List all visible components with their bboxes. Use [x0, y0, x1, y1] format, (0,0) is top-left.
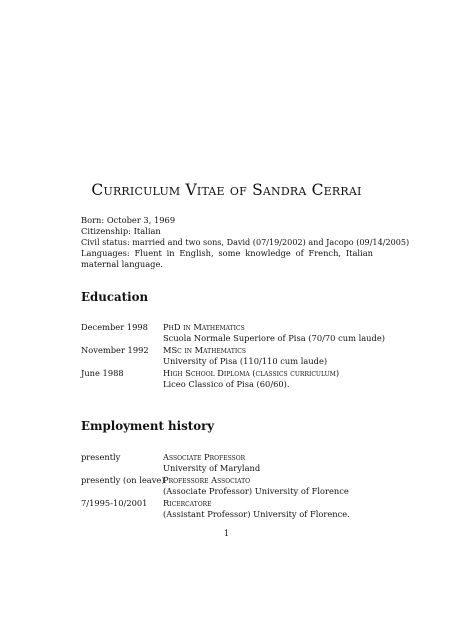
civil-status-line: Civil status: married and two sons, David (07/19/2002) and Jacopo (09/14/2005) [81, 236, 410, 247]
employment-list [81, 452, 381, 520]
entry-date: December 1998 [81, 322, 148, 332]
entry-date: presently (on leave) [81, 474, 165, 485]
degree-title: High School Diploma (classics curriculum) [163, 367, 340, 378]
education-entry [81, 345, 381, 368]
entry-date: presently [81, 452, 121, 462]
institution: University of Maryland [163, 463, 261, 474]
education-heading: Education [81, 290, 149, 304]
institution: Liceo Classico of Pisa (60/60). [163, 379, 290, 390]
born-line: Born: October 3, 1969 [81, 215, 176, 225]
entry-date: 7/1995-10/2001 [81, 497, 148, 508]
employment-entry [81, 498, 381, 521]
position-title: Professore Associato [163, 474, 251, 485]
degree-title: PhD in Mathematics [163, 322, 245, 332]
position-title: Ricercatore [163, 497, 212, 508]
citizenship-line: Citizenship: Italian [81, 225, 161, 236]
entry-detail [163, 345, 381, 368]
education-list [81, 322, 385, 390]
institution: Scuola Normale Superiore of Pisa (70/70 cum laude) [163, 333, 385, 344]
entry-detail [163, 475, 381, 498]
languages-line: Languages: Fluent in English, some knowledge of French, Italian maternal language. [81, 247, 373, 269]
entry-detail [163, 498, 381, 521]
entry-detail [163, 368, 381, 391]
education-entry [81, 368, 381, 391]
entry-detail [163, 322, 385, 345]
employment-entry [81, 475, 381, 498]
education-entry [81, 322, 385, 345]
page-number: 1 [223, 528, 230, 538]
degree-title: MSc in Mathematics [163, 344, 247, 355]
institution: University of Pisa (110/110 cum laude) [163, 356, 328, 367]
institution: (Assistant Professor) University of Florence. [163, 509, 350, 520]
entry-date: June 1988 [81, 367, 124, 378]
personal-info [81, 215, 410, 270]
entry-detail [163, 452, 381, 475]
position-title: Associate Professor [163, 452, 246, 462]
entry-date: November 1992 [81, 344, 149, 355]
institution: (Associate Professor) University of Florence [163, 486, 349, 497]
document-title: Curriculum Vitae of Sandra Cerrai [91, 181, 362, 199]
employment-entry [81, 452, 381, 475]
employment-heading: Employment history [81, 419, 215, 433]
